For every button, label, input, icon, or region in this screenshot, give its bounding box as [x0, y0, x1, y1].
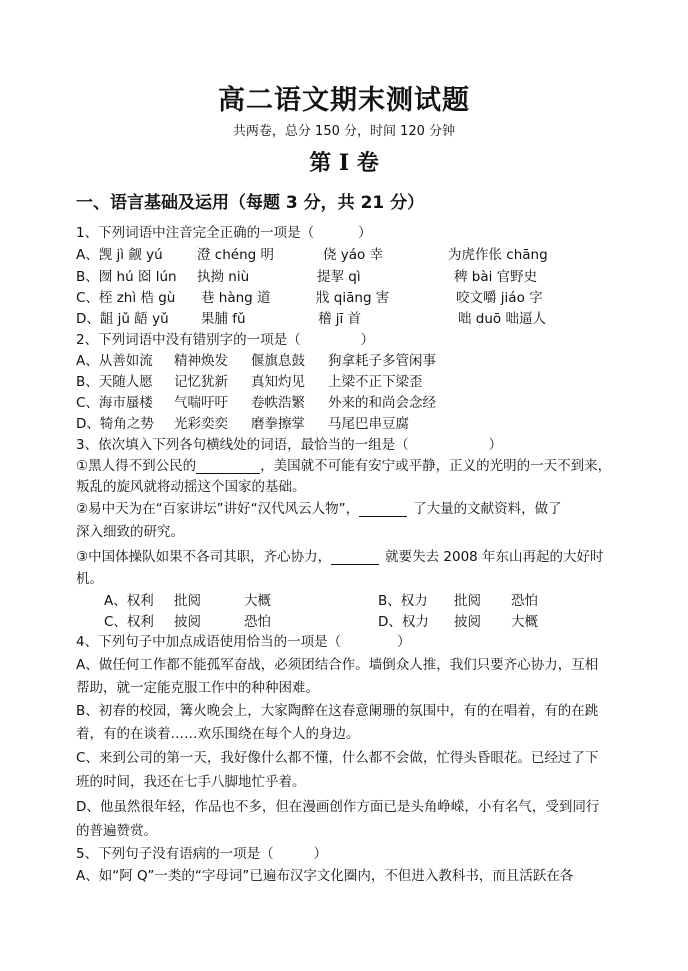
q2-a-col3: 偃旗息鼓 [251, 353, 305, 369]
q2-c-col4: 外来的和尚会念经 [328, 395, 436, 411]
q3-optC-col2: 披阅 [174, 614, 201, 630]
q3-sentence3-cont: 机。 [76, 571, 103, 587]
q3-stem-end: ） [488, 437, 503, 453]
q3-optA-col1: A、权利 [104, 593, 154, 609]
q3-optC-col3: 恐怕 [244, 614, 271, 630]
q1-a-col2: 澄 chéng 明 [197, 247, 274, 263]
section-heading: 一、语言基础及运用（每题 3 分，共 21 分） [76, 193, 425, 213]
q1-d-col4: 咄 duō 咄逼人 [458, 311, 546, 327]
q4-option-d-line1: D、他虽然很年轻，作品也不多，但在漫画创作方面已是头角峥嵘，小有名气，受到同行 [76, 799, 600, 815]
q1-a-col4: 为虎作伥 chāng [448, 247, 548, 263]
q2-stem-end: ） [360, 332, 375, 348]
q2-b-col3: 真知灼见 [251, 374, 305, 390]
q2-d-col3: 磨拳擦掌 [251, 416, 305, 432]
q4-option-d-line2: 的普遍赞赏。 [76, 823, 157, 839]
q3-s3-part2: 就要失去 2008 年东山再起的大好时 [385, 549, 604, 565]
q1-b-col1: B、囫 hú 囵 lún [76, 269, 177, 285]
q1-stem-end: ） [358, 225, 372, 241]
q3-optD-col2: 披阅 [454, 614, 481, 630]
q2-c-col2: 气喘吁吁 [174, 395, 228, 411]
q3-blank2 [359, 502, 407, 517]
q3-s2-part1: ②易中天为在“百家讲坛”讲好“汉代风云人物”， [76, 501, 360, 517]
q3-blank1 [196, 459, 260, 474]
q3-stem-text: 3、依次填入下列各句横线处的词语，最恰当的一组是（ [76, 437, 409, 453]
q5-stem-text: 5、下列句子没有语病的一项是（ [76, 846, 274, 862]
q3-s1-part1: ①黑人得不到公民的 [76, 458, 197, 474]
q1-c-col4: 咬文嚼 jiáo 字 [456, 290, 543, 306]
exam-title: 高二语文期末测试题 [218, 85, 470, 116]
q5-stem [76, 842, 327, 862]
q2-c-col1: C、海市蜃楼 [76, 395, 153, 411]
q1-c-col2: 巷 hàng 道 [201, 290, 271, 306]
q3-s1-part2: ，美国就不可能有安宁或平静，正义的光明的一天不到来， [260, 458, 612, 474]
q2-a-col1: A、从善如流 [76, 353, 153, 369]
q3-s3-part1: ③中国体操队如果不各司其职，齐心协力， [76, 549, 332, 565]
q3-s2-part2: 了大量的文献资料，做了 [413, 501, 562, 517]
q2-stem-text: 2、下列词语中没有错别字的一项是（ [76, 332, 301, 348]
volume-heading: 第 Ⅰ 卷 [309, 150, 379, 176]
q3-sentence1 [76, 454, 611, 474]
q3-sentence2-cont: 深入细致的研究。 [76, 524, 184, 540]
q2-b-col1: B、天随人愿 [76, 374, 153, 390]
q1-c-col3: 戕 qiāng 害 [316, 290, 390, 306]
q2-d-col1: D、犄角之势 [76, 416, 154, 432]
q4-option-c-line2: 班的时间，我还在七手八脚地忙乎着。 [76, 774, 306, 790]
q3-blank3 [331, 550, 379, 565]
q2-stem [76, 328, 374, 348]
q2-b-col4: 上梁不正下梁歪 [328, 374, 423, 390]
q4-stem-end: ） [397, 634, 411, 650]
q3-sentence2 [76, 497, 562, 517]
q4-option-b-line2: 着，有的在谈着……欢乐围绕在每个人的身边。 [76, 726, 360, 742]
q1-d-col1: D、龃 jǔ 龉 yǔ [76, 311, 169, 327]
q4-option-c-line1: C、来到公司的第一天，我好像什么都不懂，什么都不会做，忙得头昏眼花。已经过了下 [76, 750, 599, 766]
q1-a-col1: A、觊 jì 觎 yú [76, 247, 163, 263]
q1-a-col3: 侥 yáo 幸 [323, 247, 384, 263]
q3-optD-col3: 大概 [511, 614, 538, 630]
exam-subtitle: 共两卷，总分 150 分，时间 120 分钟 [232, 124, 456, 139]
q1-d-col3: 稽 jī 首 [318, 311, 362, 327]
q2-c-col3: 卷帙浩繁 [251, 395, 305, 411]
q3-optA-col3: 大概 [244, 593, 271, 609]
q4-stem [76, 630, 411, 650]
q3-optD-col1: D、权力 [378, 614, 429, 630]
q2-b-col2: 记忆犹新 [174, 374, 228, 390]
q3-optC-col1: C、权利 [104, 614, 154, 630]
q1-b-col3: 提挈 qì [317, 269, 361, 285]
q1-b-col4: 稗 bài 官野史 [454, 269, 538, 285]
q3-sentence1-cont: 叛乱的旋风就将动摇这个国家的基础。 [76, 479, 306, 495]
q3-sentence3 [76, 545, 604, 565]
q5-option-a-line1: A、如“阿 Q”一类的“字母词”已遍布汉字文化圈内，不但进入教科书，而且活跃在各 [76, 868, 574, 884]
q3-optB-col3: 恐怕 [511, 593, 538, 609]
q2-a-col2: 精神焕发 [174, 353, 228, 369]
q4-option-a-line2: 帮助，就一定能克服工作中的种种困难。 [76, 680, 319, 696]
q1-b-col2: 执拗 niù [197, 269, 250, 285]
q1-d-col2: 果脯 fǔ [201, 311, 246, 327]
q3-optB-col2: 批阅 [454, 593, 481, 609]
q1-stem [76, 221, 372, 241]
q2-a-col4: 狗拿耗子多管闲事 [328, 353, 436, 369]
q2-d-col4: 马尾巴串豆腐 [328, 416, 409, 432]
q3-optA-col2: 批阅 [174, 593, 201, 609]
q5-stem-end: ） [313, 846, 328, 862]
q3-optB-col1: B、权力 [378, 593, 428, 609]
q1-stem-text: 1、下列词语中注音完全正确的一项是（ [76, 225, 315, 241]
q3-stem [76, 433, 502, 453]
q1-c-col1: C、桎 zhì 梏 gù [76, 290, 176, 306]
q4-option-b-line1: B、初春的校园，篝火晚会上，大家陶醉在这春意阑珊的氛围中，有的在唱着，有的在跳 [76, 703, 599, 719]
q2-d-col2: 光彩奕奕 [174, 416, 228, 432]
q4-stem-text: 4、下列句子中加点成语使用恰当的一项是（ [76, 634, 342, 650]
q4-option-a-line1: A、做任何工作都不能孤军奋战，必须团结合作。墙倒众人推，我们只要齐心协力，互相 [76, 657, 599, 673]
